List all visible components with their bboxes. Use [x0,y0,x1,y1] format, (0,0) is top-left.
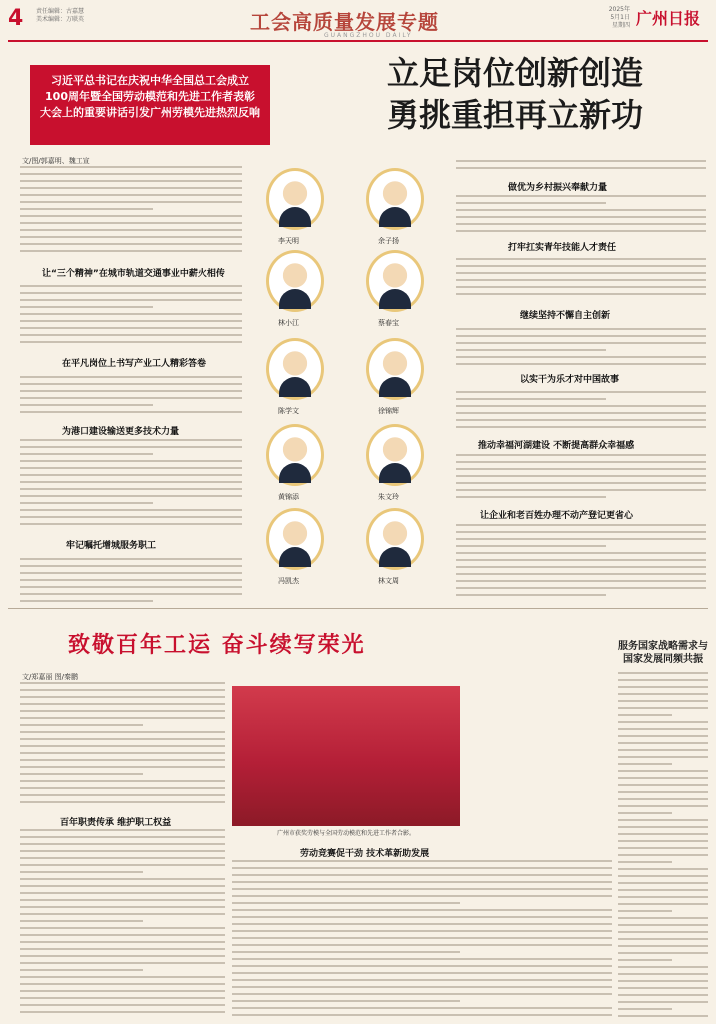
text-line [618,833,708,835]
text-line [232,909,612,911]
text-line [456,566,706,568]
text-line [232,881,612,883]
person-name: 冯凯杰 [278,577,299,585]
person-portrait [266,250,324,312]
text-line [618,784,708,786]
person-portrait [266,508,324,570]
text-line [456,405,706,407]
text-line [20,166,242,168]
text-line [20,579,242,581]
text-line [232,965,612,967]
section-divider [8,608,708,609]
text-line [456,594,606,596]
headline-line: 立足岗位创新创造 [386,54,643,92]
text-line [618,861,672,863]
text-line [20,341,242,343]
text-line [456,412,706,414]
text-line [20,390,242,392]
text-line [456,258,706,260]
text-line [618,1001,708,1003]
text-line [20,572,242,574]
left-subhead: 在平凡岗位上书写产业工人精彩答卷 [62,359,207,369]
text-line [456,363,706,365]
second-headline: 致敬百年工运 奋斗续写荣光 [68,632,366,658]
text-line [618,1015,708,1017]
text-line [20,941,225,943]
text-line [456,272,706,274]
text-line [456,398,606,400]
text-line [20,997,225,999]
text-line [20,439,242,441]
side-title: 服务国家战略需求与国家发展同频共振 [618,641,708,665]
text-line [20,187,242,189]
person-portrait [366,168,424,230]
text-line [618,973,708,975]
text-line [618,700,708,702]
text-line [456,230,706,232]
text-line [232,979,612,981]
text-line [20,523,242,525]
text-line [456,559,706,561]
text-line [20,850,225,852]
text-line [456,580,706,582]
person-portrait [266,168,324,230]
text-line [618,896,708,898]
second-byline: 文/郑嘉丽 图/秦鹏 [22,673,78,681]
text-line [618,931,708,933]
text-line [456,538,706,540]
text-line [456,482,706,484]
text-line [618,805,708,807]
person-name: 朱文玲 [378,493,399,501]
text-line [20,565,242,567]
text-line [20,516,242,518]
text-line [20,593,242,595]
right-subhead: 推动幸福河湖建设 不断提高群众幸福感 [478,441,635,451]
text-line [20,320,242,322]
text-line [232,1007,612,1009]
main-headline [330,52,700,136]
text-line [456,496,606,498]
text-line [232,951,460,953]
text-line [20,724,143,726]
text-line [20,285,242,287]
person-name: 林小江 [278,319,299,327]
text-line [20,488,242,490]
bottom-middle-text [232,860,612,1018]
header-rule [8,40,708,42]
text-line [20,976,225,978]
text-line [618,987,708,989]
left-subhead: 为港口建设输送更多技术力量 [62,427,180,437]
text-line [618,1008,672,1010]
text-line [20,173,242,175]
text-line [20,794,225,796]
text-line [20,927,225,929]
text-line [20,920,143,922]
text-line [20,780,225,782]
text-line [20,745,225,747]
text-line [20,460,242,462]
date-line: 5月1日 [610,14,630,21]
text-line [20,731,225,733]
newspaper-logo: 广州日报 [636,9,701,28]
text-line [20,885,225,887]
text-line [20,383,242,385]
text-line [618,980,708,982]
text-line [20,180,242,182]
text-line [232,972,612,974]
editor-line: 美术编辑：万联英 [36,16,85,23]
text-line [456,167,706,169]
text-line [20,299,242,301]
text-line [618,889,708,891]
text-line [618,966,708,968]
text-line [20,787,225,789]
text-line [232,902,460,904]
text-line [20,871,143,873]
text-line [20,467,242,469]
text-line [20,481,242,483]
text-line [20,955,225,957]
person-portrait [366,508,424,570]
text-line [456,468,706,470]
text-line [20,1004,225,1006]
issue-date [590,6,630,30]
text-line [232,888,612,890]
text-line [20,474,242,476]
text-line [20,236,242,238]
text-line [456,223,706,225]
text-line [20,229,242,231]
text-line [456,531,706,533]
text-line [20,857,225,859]
text-line [456,202,606,204]
text-line [20,327,242,329]
text-line [232,944,612,946]
headline-line: 勇挑重担再立新功 [386,96,643,134]
text-line [618,854,708,856]
text-line [618,875,708,877]
text-line [20,600,153,602]
text-line [456,391,706,393]
right-subhead: 打牢扛实青年技能人才责任 [508,243,617,253]
text-line [618,742,708,744]
text-line [20,495,242,497]
person-portrait [366,338,424,400]
photo-caption: 广州市获奖劳模与全国劳动模范和先进工作者合影。 [276,830,415,837]
paper-en-name: GUANGZHOU DAILY [324,32,413,39]
text-line [20,453,153,455]
text-line [20,969,143,971]
group-photo [232,686,460,826]
text-line [20,717,225,719]
text-line [618,693,708,695]
text-line [456,279,706,281]
text-line [20,878,225,880]
text-line [20,696,225,698]
text-line [618,917,708,919]
text-line [456,545,606,547]
text-line [20,194,242,196]
text-line [20,864,225,866]
text-line [618,763,672,765]
text-line [20,208,153,210]
person-name: 徐锦辉 [378,407,399,415]
text-line [232,1014,612,1016]
text-line [456,195,706,197]
person-name: 蔡春宝 [378,319,399,327]
page-number: 4 [8,6,24,31]
text-line [20,411,242,413]
text-line [232,1000,460,1002]
text-line [456,524,706,526]
text-line [618,672,708,674]
right-subhead: 以实干为乐才对中国故事 [520,375,620,385]
text-line [618,945,708,947]
text-line [456,573,706,575]
text-line [456,475,706,477]
right-subhead: 继续坚持不懈自主创新 [520,311,611,321]
text-line [20,404,153,406]
bottom-right-column [618,672,708,1018]
text-line [20,1011,225,1013]
text-line [618,728,708,730]
person-portrait [266,424,324,486]
person-name: 余子扬 [378,237,399,245]
text-line [20,710,225,712]
text-line [20,934,225,936]
text-line [232,867,612,869]
text-line [20,292,242,294]
text-line [20,906,225,908]
person-name: 李天明 [278,237,299,245]
text-line [20,397,242,399]
text-line [618,770,708,772]
text-line [20,243,242,245]
text-line [20,222,242,224]
text-line [456,209,706,211]
text-line [618,749,708,751]
byline: 文/图/郭嘉明、魏工宣 [22,157,90,165]
text-line [618,903,708,905]
date-line: 2025年 [608,6,630,13]
text-line [456,265,706,267]
text-line [618,959,672,961]
right-subhead: 做优为乡村振兴奉献力量 [508,183,608,193]
text-line [20,801,225,803]
bottom-left-column [20,682,225,1018]
text-line [456,552,706,554]
text-line [20,759,225,761]
text-line [20,558,242,560]
text-line [456,286,706,288]
text-line [618,798,708,800]
text-line [618,938,708,940]
text-line [232,986,612,988]
text-line [456,454,706,456]
text-line [20,334,242,336]
text-line [20,773,143,775]
text-line [456,426,706,428]
text-line [456,356,706,358]
text-line [20,313,242,315]
text-line [456,342,706,344]
person-name: 林文周 [378,577,399,585]
text-line [20,948,225,950]
person-portrait [266,338,324,400]
text-line [20,446,242,448]
editors [36,8,84,24]
person-portrait [366,250,424,312]
text-line [20,509,242,511]
text-line [456,461,706,463]
text-line [20,829,225,831]
text-line [20,215,242,217]
text-line [618,679,708,681]
text-line [20,983,225,985]
text-line [618,994,708,996]
text-line [618,812,672,814]
text-line [20,766,225,768]
text-line [618,735,708,737]
text-line [232,958,612,960]
text-line [232,860,612,862]
text-line [232,895,612,897]
text-line [20,703,225,705]
text-line [20,843,225,845]
second-subhead: 百年职责传承 维护职工权益 [60,818,172,828]
text-line [232,916,612,918]
text-line [232,937,612,939]
text-line [20,892,225,894]
lead-banner: 习近平总书记在庆祝中华全国总工会成立100周年暨全国劳动模范和先进工作者表彰大会上的重要讲话引发广州劳模先进热烈反响 [30,65,270,145]
text-line [20,962,225,964]
text-line [618,882,708,884]
left-subhead: 让“三个精神”在城市轨道交通事业中薪火相传 [42,269,225,279]
text-line [20,899,225,901]
text-line [618,840,708,842]
editor-line: 责任编辑：古嘉慧 [36,8,85,15]
text-line [20,502,153,504]
text-line [618,847,708,849]
text-line [618,924,708,926]
date-line: 星期四 [611,22,630,29]
section-title: 工会高质量发展专题 [250,10,439,34]
text-line [618,868,708,870]
text-line [232,874,612,876]
text-line [20,752,225,754]
text-line [618,952,708,954]
text-line [456,419,706,421]
text-line [456,489,706,491]
text-line [20,250,242,252]
text-line [456,160,706,162]
text-line [20,990,225,992]
person-name: 陈学文 [278,407,299,415]
text-line [20,689,225,691]
text-line [20,376,242,378]
text-line [20,836,225,838]
text-line [618,721,708,723]
text-line [618,910,672,912]
text-line [456,328,706,330]
text-line [20,913,225,915]
person-name: 黄锦添 [278,493,299,501]
text-line [618,826,708,828]
text-line [456,349,606,351]
text-line [618,707,708,709]
left-subhead: 牢记嘱托增城服务职工 [66,541,157,551]
text-line [456,216,706,218]
text-line [20,306,153,308]
text-line [20,682,225,684]
text-line [232,930,612,932]
text-line [618,686,708,688]
text-line [456,335,706,337]
text-line [20,201,242,203]
text-line [20,738,225,740]
text-line [20,586,242,588]
person-portrait [366,424,424,486]
text-line [618,777,708,779]
text-line [456,293,706,295]
text-line [456,587,706,589]
text-line [618,819,708,821]
text-line [232,923,612,925]
text-line [232,993,612,995]
text-line [618,791,708,793]
right-subhead: 让企业和老百姓办理不动产登记更省心 [480,511,634,521]
text-line [618,756,708,758]
text-line [618,714,672,716]
second-subhead: 劳动竞赛促干劲 技术革新助发展 [300,849,430,859]
